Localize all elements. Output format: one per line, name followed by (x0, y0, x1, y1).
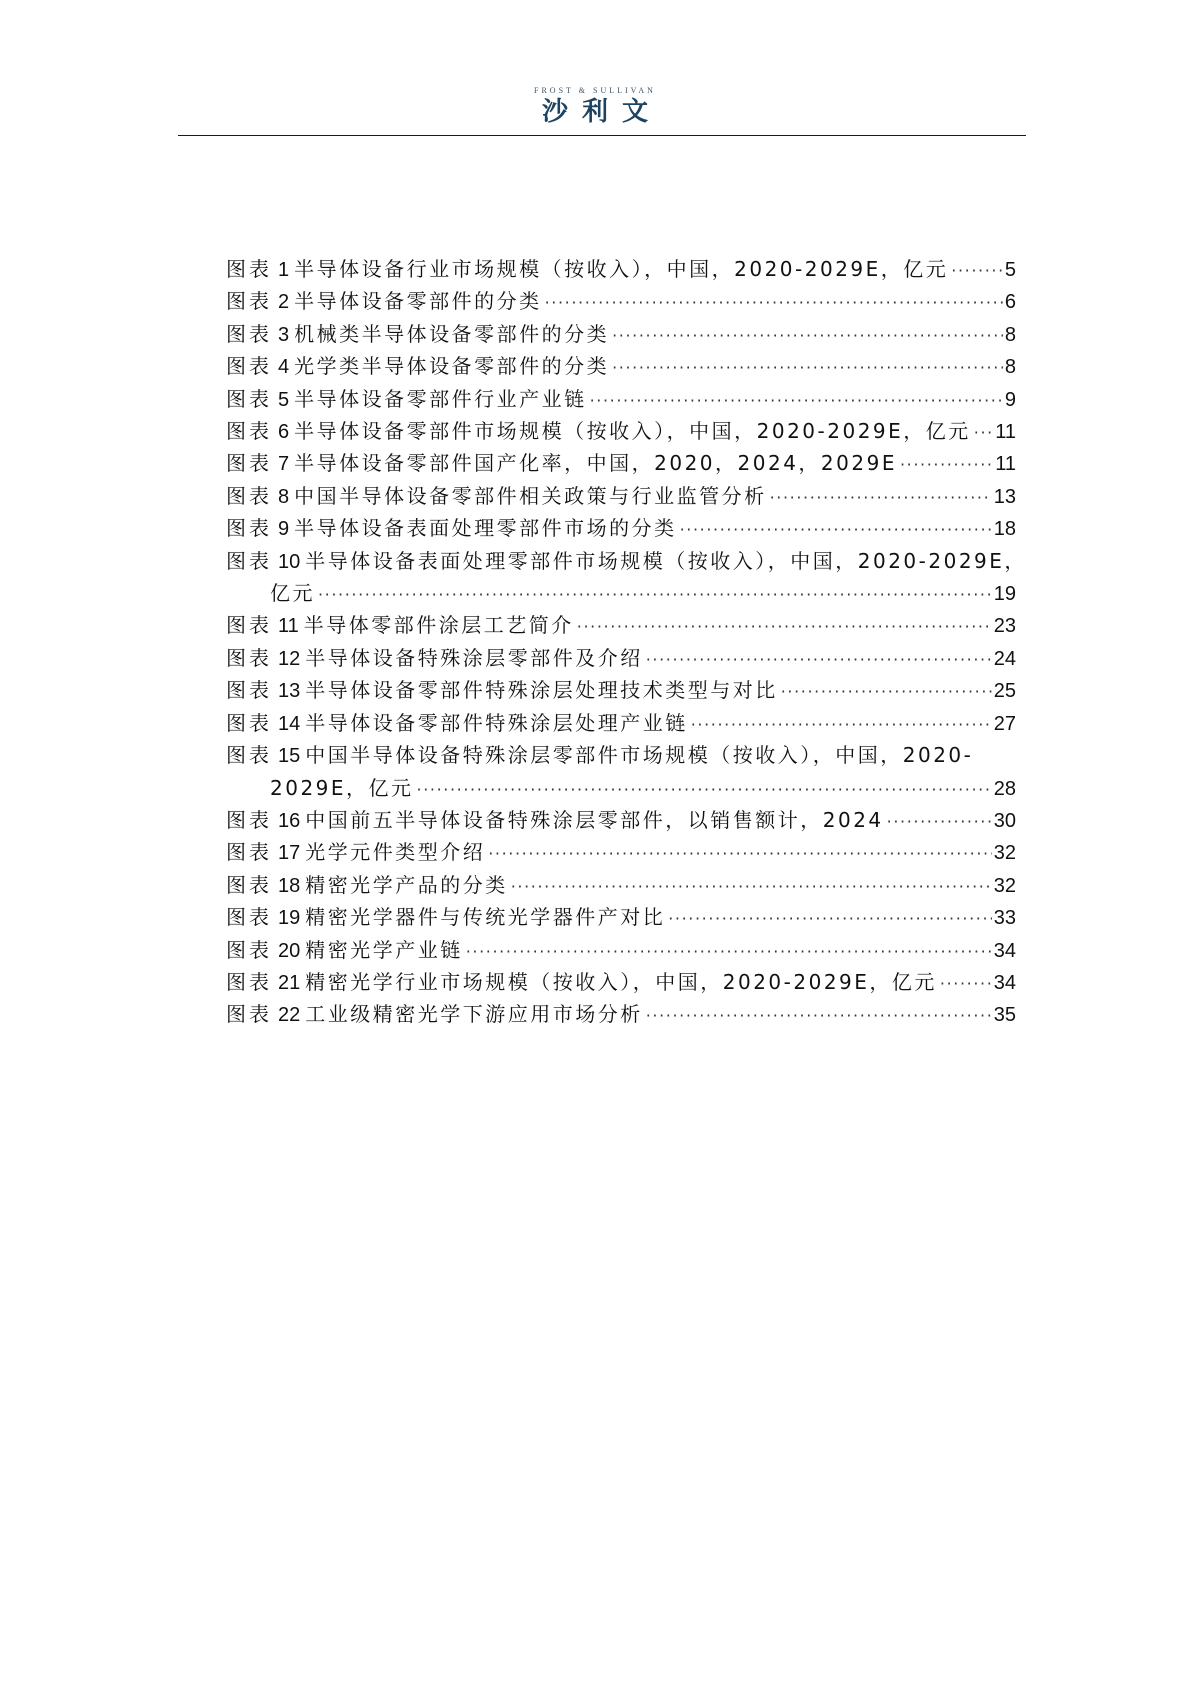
toc-entry-prefix: 图表 (226, 678, 272, 703)
toc-entry[interactable] (226, 610, 1016, 642)
toc-entry-prefix: 图表 (226, 419, 272, 444)
toc-entry-prefix: 图表 (226, 257, 272, 281)
toc-entry-page-number: 11 (995, 453, 1016, 476)
dot-leader (466, 936, 992, 967)
dot-leader (781, 676, 992, 707)
toc-entry-page-number: 19 (993, 583, 1016, 606)
dot-leader (488, 838, 992, 869)
toc-entry-number: 1 (278, 259, 290, 281)
toc-entry-number: 16 (278, 809, 301, 832)
toc-entry[interactable] (226, 448, 1016, 480)
toc-entry-page-number: 30 (993, 809, 1016, 832)
toc-entry-number: 21 (278, 971, 301, 994)
toc-entry-prefix: 图表 (226, 483, 272, 508)
toc-entry-prefix: 图表 (226, 937, 272, 962)
dot-leader (417, 774, 992, 805)
logo-english-text: FROST & SULLIVAN (534, 86, 656, 95)
toc-entry-title: 半导体设备零部件国产化率，中国，2020，2024，2029E (294, 451, 897, 476)
dot-leader (511, 871, 992, 902)
toc-entry[interactable] (226, 935, 1016, 967)
toc-entry-title: 工业级精密光学下游应用市场分析 (305, 1002, 643, 1027)
toc-entry[interactable] (226, 967, 1016, 999)
toc-entry-title-continued: 2029E，亿元 (270, 775, 414, 800)
toc-entry-number: 13 (278, 680, 301, 703)
dot-leader (887, 806, 992, 837)
toc-entry-prefix: 图表 (226, 613, 272, 638)
toc-entry-number: 6 (278, 421, 290, 444)
toc-entry-prefix: 图表 (226, 548, 272, 573)
toc-entry-page-number: 18 (993, 518, 1016, 541)
toc-entry[interactable] (226, 481, 1016, 513)
toc-entry-title: 中国前五半导体设备特殊涂层零部件，以销售额计，2024 (305, 807, 884, 832)
toc-entry-title: 光学元件类型介绍 (305, 840, 486, 865)
toc-entry-number: 3 (278, 323, 290, 346)
toc-entry-number: 15 (278, 745, 301, 768)
toc-entry-page-number: 34 (993, 939, 1016, 962)
toc-entry[interactable] (226, 384, 1016, 416)
toc-entry-title: 精密光学产品的分类 (305, 872, 508, 897)
dot-leader (974, 417, 993, 448)
toc-entry-number: 5 (278, 388, 290, 411)
toc-entry[interactable] (226, 546, 1027, 611)
toc-entry-page-number: 28 (993, 777, 1016, 800)
toc-entry-number: 22 (278, 1004, 301, 1027)
logo-chinese-text: 沙利文 (541, 97, 662, 127)
toc-entry-title: 半导体设备零部件行业产业链 (294, 386, 587, 411)
header-rule (178, 135, 1026, 136)
page-header (0, 0, 1190, 140)
toc-entry-title: 半导体设备零部件特殊涂层处理产业链 (305, 710, 688, 735)
toc-entry[interactable] (226, 319, 1016, 351)
toc-entry-page-number: 34 (993, 971, 1016, 994)
toc-entry[interactable] (226, 675, 1016, 707)
toc-entry[interactable] (226, 902, 1016, 934)
toc-entry[interactable] (226, 254, 1016, 286)
toc-entry-title: 机械类半导体设备零部件的分类 (294, 321, 610, 346)
toc-entry-page-number: 33 (993, 907, 1016, 930)
toc-entry-page-number: 32 (993, 842, 1016, 865)
toc-entry-title: 精密光学器件与传统光学器件产对比 (305, 905, 666, 930)
toc-entry-prefix: 图表 (226, 321, 272, 346)
toc-entry-page-number: 35 (993, 1004, 1016, 1027)
toc-entry-title: 半导体设备零部件的分类 (294, 289, 542, 314)
toc-entry[interactable] (226, 837, 1016, 869)
toc-entry-title: 光学类半导体设备零部件的分类 (294, 354, 610, 379)
toc-entry-prefix: 图表 (226, 1002, 272, 1027)
toc-entry-prefix: 图表 (226, 354, 272, 379)
toc-entry-number: 2 (278, 291, 290, 314)
toc-entry[interactable] (226, 999, 1016, 1031)
toc-entry-prefix: 图表 (226, 289, 272, 314)
dot-leader (900, 449, 993, 480)
toc-entry[interactable] (226, 416, 1016, 448)
toc-entry-prefix: 图表 (226, 516, 272, 541)
toc-entry-number: 10 (278, 550, 301, 573)
toc-entry-title: 半导体零部件涂层工艺简介 (303, 613, 574, 638)
toc-entry-prefix: 图表 (226, 710, 272, 735)
toc-entry-number: 12 (278, 647, 301, 670)
toc-entry[interactable] (226, 286, 1016, 318)
toc-entry-prefix: 图表 (226, 969, 272, 994)
toc-entry-prefix: 图表 (226, 743, 272, 768)
toc-entry-page-number: 5 (1004, 259, 1016, 281)
toc-entry-title: 半导体设备零部件特殊涂层处理技术类型与对比 (305, 678, 778, 703)
dot-leader (612, 320, 1003, 351)
toc-entry-page-number: 13 (993, 485, 1016, 508)
toc-entry-prefix: 图表 (226, 905, 272, 930)
toc-entry-page-number: 23 (993, 615, 1016, 638)
dot-leader (646, 1000, 992, 1031)
dot-leader (691, 709, 992, 740)
toc-entry-page-number: 32 (993, 874, 1016, 897)
toc-entry-prefix: 图表 (226, 840, 272, 865)
toc-entry-prefix: 图表 (226, 872, 272, 897)
toc-entry-page-number: 24 (993, 647, 1016, 670)
toc-entry-page-number: 11 (995, 421, 1016, 444)
dot-leader (951, 255, 1003, 286)
dot-leader (646, 644, 992, 675)
toc-entry[interactable] (226, 351, 1016, 383)
toc-entry-title: 中国半导体设备特殊涂层零部件市场规模（按收入），中国，2020- (305, 743, 974, 768)
toc-entry-prefix: 图表 (226, 645, 272, 670)
dot-leader (940, 968, 992, 999)
toc-entry[interactable] (226, 740, 1016, 805)
toc-entry[interactable] (226, 513, 1016, 545)
toc-entry-number: 14 (278, 712, 301, 735)
toc-entry-prefix: 图表 (226, 451, 272, 476)
toc-entry-title: 精密光学行业市场规模（按收入），中国，2020-2029E，亿元 (305, 969, 937, 994)
toc-entry-number: 8 (278, 485, 290, 508)
toc-entry-prefix: 图表 (226, 386, 272, 411)
toc-entry-number: 18 (278, 874, 301, 897)
dot-leader (318, 579, 992, 610)
dot-leader (680, 514, 992, 545)
toc-entry-number: 19 (278, 907, 301, 930)
toc-entry-number: 20 (278, 939, 301, 962)
dot-leader (545, 287, 1003, 318)
toc-entry-title: 半导体设备表面处理零部件市场的分类 (294, 516, 677, 541)
toc-entry-title: 半导体设备特殊涂层零部件及介绍 (305, 645, 643, 670)
dot-leader (668, 903, 992, 934)
toc-entry-page-number: 8 (1004, 356, 1016, 379)
dot-leader (770, 482, 992, 513)
toc-entry-title: 精密光学产业链 (305, 937, 463, 962)
toc-entry-page-number: 6 (1004, 291, 1016, 314)
dot-leader (612, 352, 1003, 383)
toc-entry[interactable] (226, 805, 1016, 837)
toc-entry-title-continued: 亿元 (270, 581, 315, 606)
toc-entry[interactable] (226, 643, 1016, 675)
toc-entry-number: 17 (278, 842, 301, 865)
frost-sullivan-logo (0, 86, 1190, 127)
toc-entry-number: 9 (278, 518, 290, 541)
toc-entry-title: 半导体设备表面处理零部件市场规模（按收入），中国，2020-2029E， (305, 548, 1027, 573)
toc-entry-title: 中国半导体设备零部件相关政策与行业监管分析 (294, 483, 767, 508)
dot-leader (577, 611, 992, 642)
toc-entry-page-number: 9 (1004, 388, 1016, 411)
toc-entry-number: 4 (278, 356, 290, 379)
toc-entry-title: 半导体设备零部件市场规模（按收入），中国，2020-2029E，亿元 (294, 419, 971, 444)
toc-entry-page-number: 25 (993, 680, 1016, 703)
toc-entry-page-number: 27 (993, 712, 1016, 735)
toc-entry-prefix: 图表 (226, 807, 272, 832)
table-of-figures (226, 254, 1027, 1032)
dot-leader (590, 385, 1003, 416)
toc-entry-page-number: 8 (1004, 323, 1016, 346)
toc-entry-number: 7 (278, 453, 290, 476)
toc-entry-title: 半导体设备行业市场规模（按收入），中国，2020-2029E，亿元 (294, 257, 949, 281)
toc-entry[interactable] (226, 708, 1016, 740)
toc-entry-number: 11 (278, 615, 299, 638)
toc-entry[interactable] (226, 870, 1016, 902)
